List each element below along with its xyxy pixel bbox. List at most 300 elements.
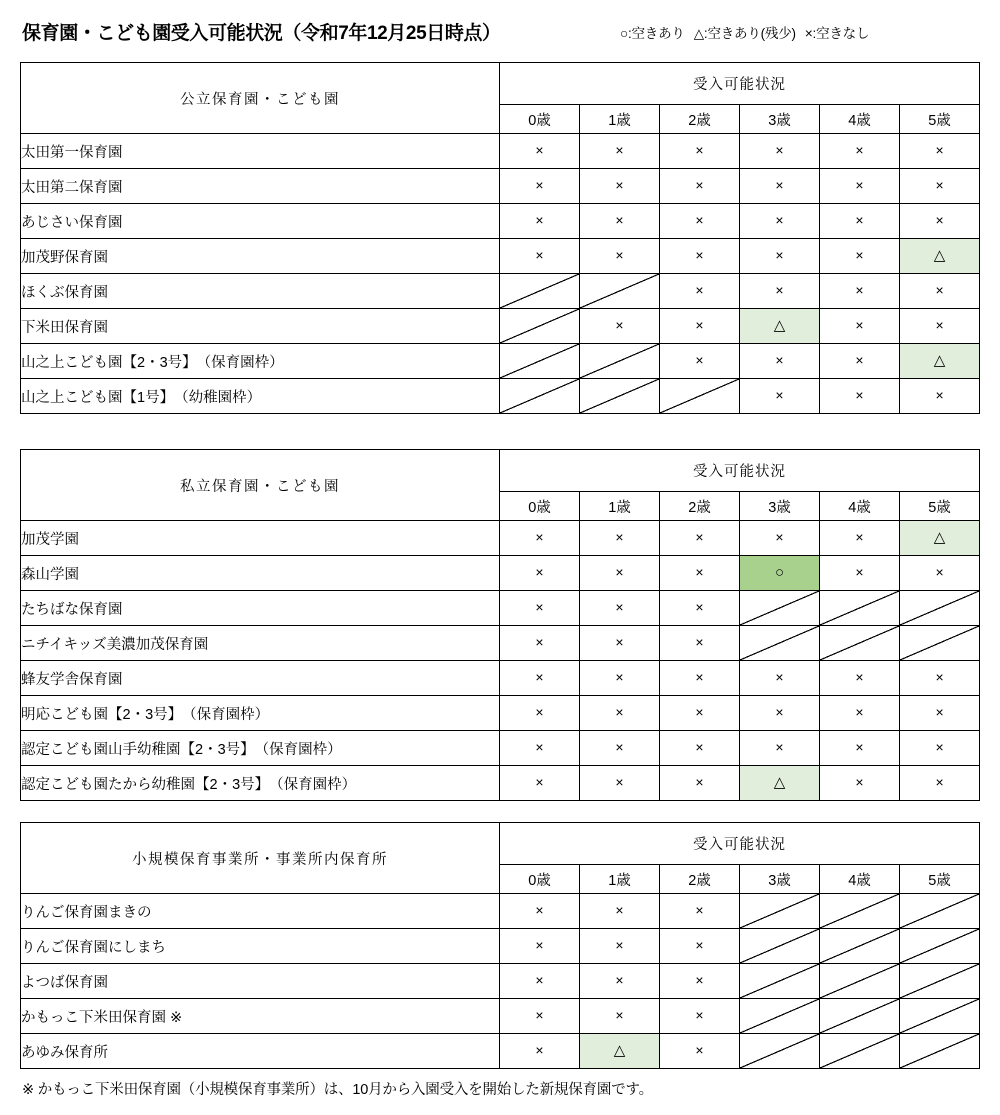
availability-cell-not-offered [820, 894, 900, 929]
availability-cell-not-offered [660, 379, 740, 414]
availability-cell-not-offered [820, 964, 900, 999]
age-column-header: 5歳 [900, 492, 980, 521]
availability-cell [500, 766, 580, 801]
availability-cell [740, 309, 820, 344]
availability-mark-cross: × [935, 387, 944, 403]
availability-mark-cross: × [855, 142, 864, 158]
table-row [21, 1034, 980, 1069]
availability-cell [820, 661, 900, 696]
table-header-row-category [21, 823, 980, 865]
availability-mark-cross: × [855, 387, 864, 403]
table-row [21, 626, 980, 661]
availability-cell-not-offered [900, 929, 980, 964]
availability-cell-not-offered [500, 309, 580, 344]
legend-item-triangle: △:空きあり(残少) [693, 26, 796, 41]
table-row [21, 696, 980, 731]
facility-name-cell: 蜂友学舎保育園 [21, 661, 500, 696]
availability-cell [580, 661, 660, 696]
availability-cell [500, 964, 580, 999]
age-column-header: 3歳 [740, 105, 820, 134]
availability-mark-circle: ○ [774, 564, 785, 581]
availability-cell [500, 696, 580, 731]
availability-mark-cross: × [695, 564, 704, 580]
availability-mark-cross: × [775, 352, 784, 368]
facility-name-cell: 認定こども園たから幼稚園【2・3号】 （保育園枠） [21, 766, 500, 801]
availability-mark-cross: × [775, 177, 784, 193]
age-column-header: 2歳 [660, 865, 740, 894]
availability-cell [500, 591, 580, 626]
availability-cell-not-offered [500, 344, 580, 379]
availability-cell [500, 169, 580, 204]
availability-mark-cross: × [695, 529, 704, 545]
availability-cell [660, 556, 740, 591]
availability-mark-cross: × [935, 774, 944, 790]
availability-cell [660, 274, 740, 309]
availability-table [20, 449, 980, 801]
availability-cell [660, 1034, 740, 1069]
availability-cell-not-offered [580, 379, 660, 414]
facility-name-cell: 加茂学園 [21, 521, 500, 556]
availability-cell [580, 929, 660, 964]
availability-mark-cross: × [615, 247, 624, 263]
availability-cell-not-offered [900, 964, 980, 999]
availability-cell-not-offered [580, 274, 660, 309]
availability-mark-cross: × [935, 142, 944, 158]
availability-cell [580, 239, 660, 274]
availability-mark-cross: × [775, 142, 784, 158]
availability-mark-cross: × [935, 564, 944, 580]
availability-cell [740, 134, 820, 169]
availability-cell [900, 309, 980, 344]
availability-cell [580, 1034, 660, 1069]
availability-cell [580, 731, 660, 766]
availability-cell [900, 379, 980, 414]
availability-cell [820, 766, 900, 801]
age-column-header: 4歳 [820, 492, 900, 521]
availability-mark-cross: × [535, 972, 544, 988]
availability-mark-cross: × [855, 564, 864, 580]
availability-cell [660, 521, 740, 556]
availability-mark-cross: × [855, 774, 864, 790]
facility-name-cell: あじさい保育園 [21, 204, 500, 239]
availability-mark-cross: × [695, 937, 704, 953]
availability-mark-cross: × [535, 177, 544, 193]
availability-cell [500, 894, 580, 929]
availability-mark-triangle: △ [773, 317, 786, 334]
availability-cell [820, 309, 900, 344]
availability-cell-not-offered [900, 999, 980, 1034]
availability-cell [580, 591, 660, 626]
facility-name-cell: よつば保育園 [21, 964, 500, 999]
availability-mark-cross: × [535, 902, 544, 918]
availability-mark-cross: × [775, 704, 784, 720]
availability-mark-cross: × [615, 774, 624, 790]
availability-mark-cross: × [615, 704, 624, 720]
table-row [21, 766, 980, 801]
availability-mark-cross: × [535, 599, 544, 615]
availability-cell [740, 274, 820, 309]
availability-mark-cross: × [935, 282, 944, 298]
availability-mark-cross: × [695, 247, 704, 263]
availability-cell [900, 556, 980, 591]
availability-cell [740, 731, 820, 766]
table-row [21, 134, 980, 169]
availability-mark-cross: × [535, 1007, 544, 1023]
availability-cell [580, 204, 660, 239]
availability-mark-cross: × [775, 212, 784, 228]
availability-cell [900, 731, 980, 766]
availability-cell [820, 556, 900, 591]
availability-cell [660, 309, 740, 344]
facility-name-cell: 山之上こども園【1号】 （幼稚園枠） [21, 379, 500, 414]
facility-name-cell: 森山学園 [21, 556, 500, 591]
availability-mark-cross: × [695, 177, 704, 193]
availability-cell [660, 999, 740, 1034]
availability-cell-not-offered [900, 626, 980, 661]
availability-cell [820, 134, 900, 169]
availability-mark-cross: × [775, 739, 784, 755]
availability-cell-not-offered [820, 1034, 900, 1069]
availability-cell [580, 964, 660, 999]
facility-name-cell: たちばな保育園 [21, 591, 500, 626]
availability-cell [660, 239, 740, 274]
availability-cell [660, 929, 740, 964]
availability-cell [500, 929, 580, 964]
availability-mark-cross: × [695, 1042, 704, 1058]
availability-mark-cross: × [615, 937, 624, 953]
age-column-header: 1歳 [580, 492, 660, 521]
availability-cell [500, 661, 580, 696]
age-column-header: 2歳 [660, 105, 740, 134]
availability-cell [660, 344, 740, 379]
availability-cell [500, 1034, 580, 1069]
age-column-header: 0歳 [500, 865, 580, 894]
table-row [21, 999, 980, 1034]
availability-cell [580, 309, 660, 344]
availability-cell [900, 169, 980, 204]
availability-mark-cross: × [855, 739, 864, 755]
table-row [21, 309, 980, 344]
availability-mark-cross: × [935, 317, 944, 333]
facility-name-cell: りんご保育園まきの [21, 894, 500, 929]
availability-mark-cross: × [775, 529, 784, 545]
availability-mark-cross: × [855, 282, 864, 298]
table-row [21, 274, 980, 309]
availability-cell [740, 344, 820, 379]
legend [620, 22, 869, 42]
age-column-header: 5歳 [900, 865, 980, 894]
table-row [21, 661, 980, 696]
availability-cell-not-offered [900, 1034, 980, 1069]
table-row [21, 239, 980, 274]
availability-cell [500, 731, 580, 766]
facility-name-cell: 太田第二保育園 [21, 169, 500, 204]
availability-cell [900, 696, 980, 731]
availability-mark-cross: × [615, 177, 624, 193]
availability-mark-cross: × [615, 902, 624, 918]
availability-cell-not-offered [740, 894, 820, 929]
status-header: 受入可能状況 [500, 63, 980, 105]
availability-cell [740, 239, 820, 274]
availability-mark-cross: × [935, 669, 944, 685]
availability-cell [660, 169, 740, 204]
legend-item-circle: ○:空きあり [620, 26, 685, 41]
table-row [21, 169, 980, 204]
availability-mark-cross: × [535, 704, 544, 720]
availability-mark-cross: × [695, 317, 704, 333]
availability-cell [580, 521, 660, 556]
availability-mark-cross: × [855, 669, 864, 685]
availability-cell [900, 134, 980, 169]
table-row [21, 521, 980, 556]
availability-mark-triangle: △ [933, 529, 946, 546]
availability-cell [900, 344, 980, 379]
availability-cell [740, 204, 820, 239]
availability-cell [580, 556, 660, 591]
availability-mark-cross: × [695, 282, 704, 298]
availability-cell [900, 661, 980, 696]
availability-mark-cross: × [615, 142, 624, 158]
page-header [0, 0, 1000, 56]
age-column-header: 1歳 [580, 105, 660, 134]
availability-mark-cross: × [695, 599, 704, 615]
availability-cell-not-offered [740, 929, 820, 964]
availability-cell-not-offered [820, 591, 900, 626]
availability-cell [820, 379, 900, 414]
availability-cell [660, 661, 740, 696]
availability-cell [740, 696, 820, 731]
availability-mark-cross: × [775, 387, 784, 403]
availability-cell [820, 169, 900, 204]
availability-mark-triangle: △ [613, 1042, 626, 1059]
availability-cell [500, 134, 580, 169]
category-header: 私立保育園・こども園 [21, 450, 500, 521]
availability-cell [500, 239, 580, 274]
age-column-header: 4歳 [820, 105, 900, 134]
status-header: 受入可能状況 [500, 450, 980, 492]
availability-cell [820, 204, 900, 239]
availability-cell [500, 204, 580, 239]
page-title: 保育園・こども園受入可能状況（令和7年12月25日時点） [22, 23, 501, 44]
availability-cell [580, 134, 660, 169]
availability-mark-cross: × [615, 669, 624, 685]
facility-name-cell: 太田第一保育園 [21, 134, 500, 169]
availability-mark-cross: × [695, 142, 704, 158]
age-column-header: 3歳 [740, 865, 820, 894]
availability-mark-cross: × [615, 564, 624, 580]
category-header: 小規模保育事業所・事業所内保育所 [21, 823, 500, 894]
status-header: 受入可能状況 [500, 823, 980, 865]
age-column-header: 4歳 [820, 865, 900, 894]
availability-cell [500, 626, 580, 661]
age-column-header: 5歳 [900, 105, 980, 134]
availability-mark-cross: × [535, 774, 544, 790]
availability-cell [580, 696, 660, 731]
availability-cell [500, 999, 580, 1034]
availability-cell [900, 239, 980, 274]
availability-mark-cross: × [695, 704, 704, 720]
availability-cell-not-offered [500, 379, 580, 414]
age-column-header: 2歳 [660, 492, 740, 521]
availability-mark-cross: × [535, 212, 544, 228]
availability-cell [660, 591, 740, 626]
availability-cell [500, 556, 580, 591]
availability-cell [580, 626, 660, 661]
availability-mark-cross: × [695, 669, 704, 685]
availability-mark-cross: × [775, 247, 784, 263]
availability-mark-cross: × [935, 704, 944, 720]
availability-cell-not-offered [740, 964, 820, 999]
availability-mark-cross: × [695, 902, 704, 918]
age-column-header: 1歳 [580, 865, 660, 894]
availability-cell [580, 766, 660, 801]
availability-mark-cross: × [535, 529, 544, 545]
table-row [21, 344, 980, 379]
availability-table [20, 822, 980, 1069]
availability-cell [660, 696, 740, 731]
facility-name-cell: 山之上こども園【2・3号】 （保育園枠） [21, 344, 500, 379]
availability-cell [580, 894, 660, 929]
facility-name-cell: りんご保育園にしまち [21, 929, 500, 964]
availability-cell [820, 239, 900, 274]
availability-cell [900, 274, 980, 309]
availability-mark-cross: × [855, 317, 864, 333]
table-row [21, 591, 980, 626]
availability-cell-not-offered [820, 929, 900, 964]
availability-mark-cross: × [615, 972, 624, 988]
public-nursery-table-wrap [20, 62, 980, 414]
age-column-header: 0歳 [500, 492, 580, 521]
age-column-header: 0歳 [500, 105, 580, 134]
facility-name-cell: 加茂野保育園 [21, 239, 500, 274]
availability-cell [900, 521, 980, 556]
availability-mark-cross: × [615, 1007, 624, 1023]
availability-mark-cross: × [695, 634, 704, 650]
table-header-row-category [21, 450, 980, 492]
availability-mark-cross: × [855, 704, 864, 720]
availability-cell-not-offered [740, 999, 820, 1034]
availability-cell [660, 204, 740, 239]
availability-cell-not-offered [500, 274, 580, 309]
availability-mark-cross: × [935, 739, 944, 755]
availability-cell [740, 556, 820, 591]
availability-mark-cross: × [775, 282, 784, 298]
availability-mark-cross: × [695, 352, 704, 368]
availability-mark-cross: × [535, 669, 544, 685]
availability-mark-cross: × [615, 317, 624, 333]
availability-cell-not-offered [900, 591, 980, 626]
availability-mark-cross: × [615, 599, 624, 615]
availability-cell [740, 169, 820, 204]
table-header-row-category [21, 63, 980, 105]
small-scale-nursery-table-wrap [20, 822, 980, 1069]
availability-cell [900, 766, 980, 801]
availability-mark-cross: × [695, 212, 704, 228]
availability-mark-cross: × [535, 634, 544, 650]
availability-mark-cross: × [695, 739, 704, 755]
availability-mark-cross: × [695, 774, 704, 790]
availability-mark-cross: × [935, 177, 944, 193]
availability-cell [500, 521, 580, 556]
availability-mark-cross: × [535, 247, 544, 263]
availability-mark-triangle: △ [933, 247, 946, 264]
availability-mark-cross: × [855, 247, 864, 263]
table-row [21, 894, 980, 929]
availability-mark-triangle: △ [773, 774, 786, 791]
availability-mark-cross: × [615, 529, 624, 545]
facility-name-cell: ほくぶ保育園 [21, 274, 500, 309]
availability-mark-cross: × [695, 1007, 704, 1023]
footnote: ※ かもっこ下米田保育園（小規模保育事業所）は、10月から入園受入を開始した新規保育園です。 [22, 1082, 653, 1098]
availability-cell [660, 626, 740, 661]
availability-cell-not-offered [820, 999, 900, 1034]
availability-cell-not-offered [580, 344, 660, 379]
table-row [21, 556, 980, 591]
availability-mark-cross: × [535, 1042, 544, 1058]
facility-name-cell: 認定こども園山手幼稚園【2・3号】 （保育園枠） [21, 731, 500, 766]
availability-cell [660, 134, 740, 169]
availability-mark-cross: × [855, 212, 864, 228]
availability-cell-not-offered [740, 626, 820, 661]
table-row [21, 964, 980, 999]
availability-mark-cross: × [775, 669, 784, 685]
availability-mark-cross: × [615, 212, 624, 228]
availability-mark-cross: × [935, 212, 944, 228]
availability-cell [660, 766, 740, 801]
availability-mark-cross: × [535, 937, 544, 953]
facility-name-cell: 明応こども園【2・3号】 （保育園枠） [21, 696, 500, 731]
legend-item-cross: ×:空きなし [804, 26, 870, 41]
availability-cell [740, 661, 820, 696]
availability-cell [820, 521, 900, 556]
table-row [21, 929, 980, 964]
availability-mark-cross: × [855, 177, 864, 193]
age-column-header: 3歳 [740, 492, 820, 521]
availability-mark-cross: × [535, 739, 544, 755]
facility-name-cell: ニチイキッズ美濃加茂保育園 [21, 626, 500, 661]
availability-cell [900, 204, 980, 239]
availability-mark-cross: × [535, 142, 544, 158]
availability-mark-cross: × [855, 529, 864, 545]
availability-cell [740, 379, 820, 414]
table-row [21, 204, 980, 239]
availability-cell [660, 964, 740, 999]
availability-mark-cross: × [855, 352, 864, 368]
availability-cell [820, 731, 900, 766]
availability-mark-triangle: △ [933, 352, 946, 369]
availability-cell-not-offered [900, 894, 980, 929]
table-row [21, 379, 980, 414]
availability-cell [740, 766, 820, 801]
facility-name-cell: あゆみ保育所 [21, 1034, 500, 1069]
category-header: 公立保育園・こども園 [21, 63, 500, 134]
availability-cell [580, 169, 660, 204]
facility-name-cell: かもっこ下米田保育園 ※ [21, 999, 500, 1034]
availability-cell-not-offered [740, 591, 820, 626]
availability-mark-cross: × [615, 739, 624, 755]
table-row [21, 731, 980, 766]
availability-mark-cross: × [615, 634, 624, 650]
availability-mark-cross: × [535, 564, 544, 580]
availability-cell [580, 999, 660, 1034]
private-nursery-table-wrap [20, 449, 980, 801]
availability-table [20, 62, 980, 414]
availability-cell [820, 344, 900, 379]
availability-mark-cross: × [695, 972, 704, 988]
availability-cell [820, 696, 900, 731]
availability-cell [820, 274, 900, 309]
availability-cell-not-offered [740, 1034, 820, 1069]
